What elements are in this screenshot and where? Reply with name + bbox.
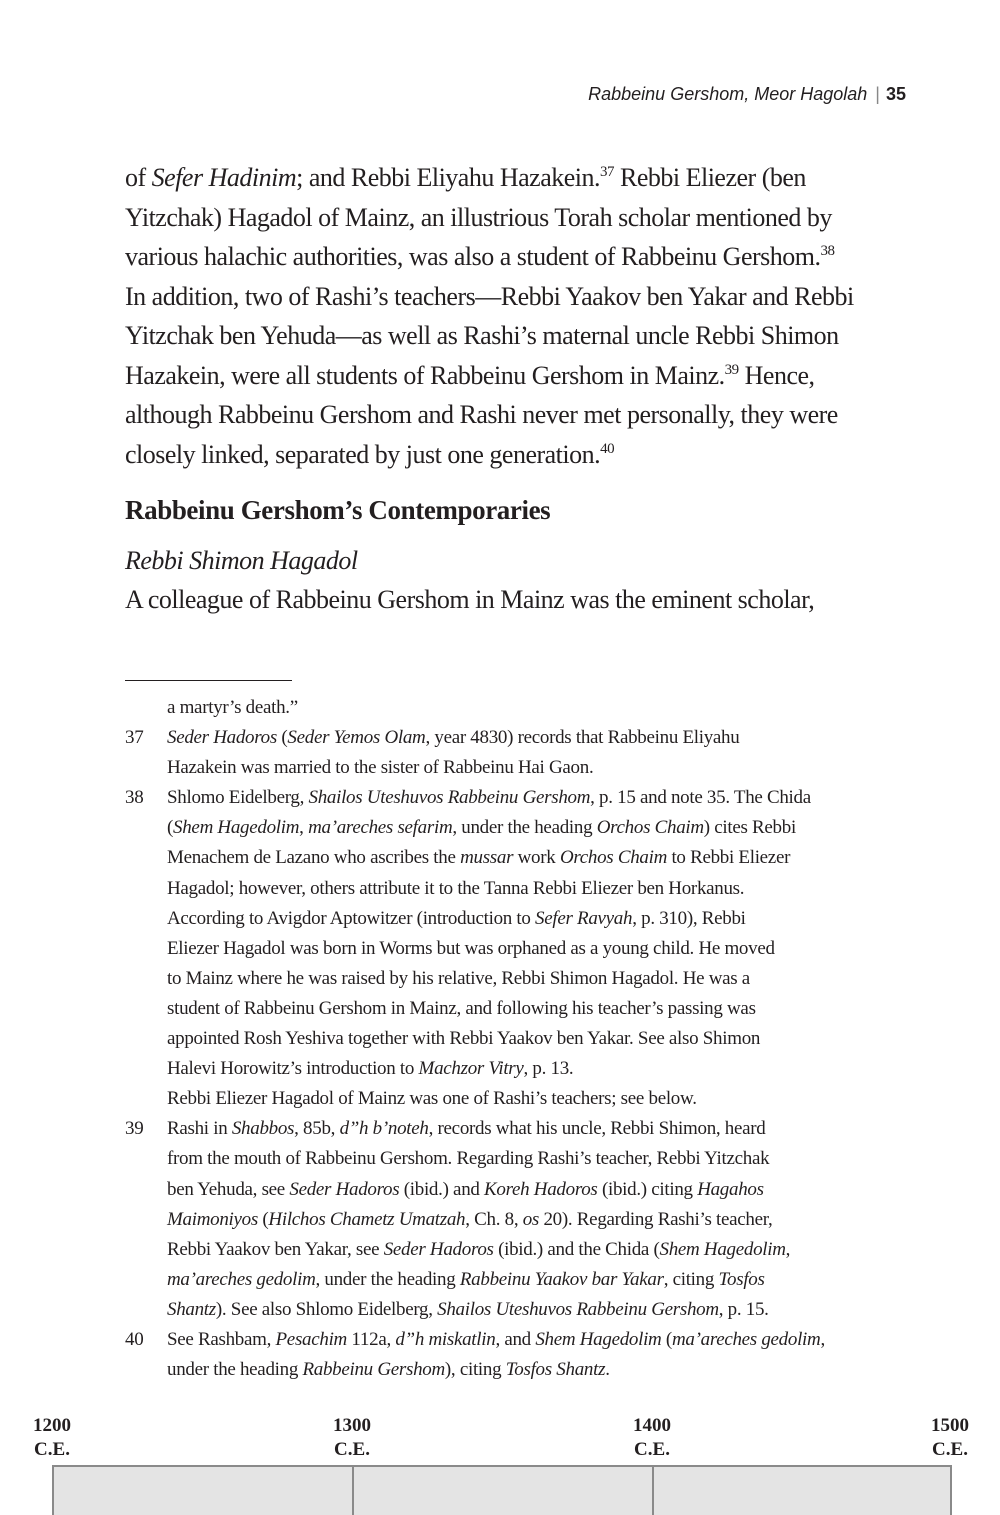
text-run: , citing (663, 1268, 719, 1290)
text-run: closely linked, separated by just one generation. (125, 439, 601, 469)
text-run: 20). Regarding Rashi’s teacher, (539, 1208, 773, 1230)
italic-title: Koreh Hadoros (484, 1178, 598, 1200)
text-run: Shlomo Eidelberg, (167, 787, 309, 809)
tick-era: C.E. (634, 1439, 670, 1460)
body-line: In addition, two of Rashi’s teachers—Rebbi Yaakov ben Yakar and Rebbi (125, 281, 854, 311)
subsection-heading: Rebbi Shimon Hagadol (125, 546, 358, 575)
footnote-38 (125, 783, 885, 1114)
text-run: ). See also Shlomo Eidelberg, (215, 1298, 438, 1320)
italic-title: Orchos Chaim (596, 817, 704, 839)
text-run: , 85b, (294, 1118, 340, 1140)
text-run: Rebbi Eliezer (ben (614, 163, 806, 192)
text-run: . (605, 1359, 610, 1381)
footnote-line (167, 1175, 885, 1205)
text-run: Rebbi Eliezer Hagadol of Mainz was one of Rashi’s teachers; see below. (167, 1088, 697, 1110)
body-line (125, 435, 885, 475)
italic-title: Tosfos (718, 1268, 765, 1290)
footnote-line (167, 1084, 885, 1114)
body-line: although Rabbeinu Gershom and Rashi never met personally, they were (125, 400, 838, 429)
running-head-title: Rabbeinu Gershom, Meor Hagolah (588, 84, 868, 104)
tick-era: C.E. (34, 1439, 70, 1460)
text-run: , p. 15 and note 35. The Chida (590, 787, 811, 809)
italic-title: Sefer Ravyah (535, 907, 633, 929)
footnote-number: 38 (125, 787, 144, 809)
text-run: , p. 13. (523, 1058, 574, 1080)
italic-title: Seder Yemos Olam (287, 727, 426, 749)
text-run: Rebbi Yaakov ben Yakar, see (167, 1238, 384, 1260)
footnote-number: 40 (125, 1328, 144, 1350)
text-run: Menachem de Lazano who ascribes the (167, 847, 461, 869)
italic-title: Seder Hadoros (289, 1178, 400, 1200)
footnote-line (167, 1355, 885, 1385)
text-run: (ibid.) citing (597, 1178, 698, 1200)
italic-title: Tosfos Shantz (505, 1359, 606, 1381)
italic-title: Hagahos (697, 1178, 764, 1200)
timeline-tick-1500 (915, 1414, 985, 1462)
footnote-line (167, 904, 885, 934)
footnote-ref-40[interactable]: 40 (600, 440, 615, 457)
italic-title: Shailos Uteshuvos Rabbeinu Gershom (437, 1298, 719, 1320)
footnote-ref-38[interactable]: 38 (820, 243, 835, 259)
footnote-line (167, 753, 885, 783)
text-run: , records what his uncle, Rebbi Shimon, heard (428, 1118, 766, 1140)
text-run: (ibid.) and the Chida ( (493, 1238, 660, 1260)
text-run: ), citing (444, 1359, 506, 1381)
footnote-number: 39 (125, 1118, 144, 1140)
footnote-line (167, 994, 885, 1024)
italic-title: Sefer Hadinim (151, 163, 297, 192)
text-run: , under the heading (315, 1268, 460, 1290)
footnote-line (167, 1325, 885, 1355)
footnote-ref-37[interactable]: 37 (600, 164, 614, 180)
footnote-line (167, 1265, 885, 1295)
text-run: , and (495, 1328, 536, 1350)
text-run: Rashi in (167, 1118, 232, 1140)
text-run: ( (276, 727, 288, 749)
text-run: student of Rabbeinu Gershom in Mainz, and following his teacher’s passing was (167, 997, 756, 1019)
footnote-37 (125, 723, 885, 783)
italic-title: d”h miskatlin (395, 1328, 496, 1350)
footnote-line (167, 1205, 885, 1235)
text-run: See Rashbam, (167, 1328, 276, 1350)
text-run: , p. 310), Rebbi (632, 907, 746, 929)
section-heading: Rabbeinu Gershom’s Contemporaries (125, 495, 551, 525)
footnote-list (125, 723, 885, 1385)
footnotes-section (125, 693, 885, 1385)
timeline-segment (652, 1465, 952, 1515)
running-head (588, 84, 906, 105)
text-run: to Rebbi Eliezer (667, 847, 791, 869)
timeline-tick-1200 (17, 1414, 87, 1462)
timeline-segment (52, 1465, 354, 1515)
italic-title: Rabbeinu Yaakov bar Yakar (459, 1268, 664, 1290)
italic-title: d”h b’noteh (339, 1118, 429, 1140)
text-run: ) cites Rebbi (703, 817, 796, 839)
body-paragraph-2: A colleague of Rabbeinu Gershom in Mainz was the eminent scholar, (125, 585, 815, 614)
footnote-line (167, 843, 885, 873)
timeline-tick-1300 (317, 1414, 387, 1462)
footnote-continuation (125, 693, 885, 723)
tick-year: 1300 (333, 1415, 371, 1436)
timeline-tick-1400 (617, 1414, 687, 1462)
italic-title: Shem Hagedolim (659, 1238, 786, 1260)
timeline-segment (352, 1465, 654, 1515)
italic-title: Pesachim (275, 1328, 347, 1350)
text-run: to Mainz where he was raised by his relative, Rebbi Shimon Hagadol. He was a (167, 967, 750, 989)
body-line (125, 356, 885, 396)
footnote-line (167, 1024, 885, 1054)
running-head-separator: | (875, 84, 880, 104)
body-line: Yitzchak ben Yehuda—as well as Rashi’s maternal uncle Rebbi Shimon (125, 321, 839, 350)
footnote-line (167, 813, 885, 843)
italic-title: Shem Hagedolim (535, 1328, 662, 1350)
text-run: (ibid.) and (399, 1178, 485, 1200)
text-run: Halevi Horowitz’s introduction to (167, 1058, 419, 1080)
text-run: under the heading (167, 1359, 303, 1381)
italic-title: Shantz (167, 1298, 216, 1320)
text-run: various halachic authorities, was also a student of Rabbeinu Gershom. (125, 242, 821, 271)
body-line: Yitzchak) Hagadol of Mainz, an illustrious Torah scholar mentioned by (125, 202, 832, 232)
text-run: , (785, 1238, 791, 1260)
footnote-ref-39[interactable]: 39 (724, 361, 739, 378)
italic-title: Orchos Chaim (559, 847, 667, 869)
text-run: from the mouth of Rabbeinu Gershom. Regarding Rashi’s teacher, Rebbi Yitzchak (167, 1148, 770, 1170)
text-run: Hence, (738, 360, 815, 390)
timeline (0, 1410, 1000, 1500)
italic-title: ma’areches gedolim (671, 1328, 821, 1350)
text-run: Hazakein was married to the sister of Rabbeinu Hai Gaon. (167, 757, 594, 779)
text-run: According to Avigdor Aptowitzer (introduction to (167, 907, 536, 929)
footnote-line (167, 1054, 885, 1084)
text-run: ( (257, 1208, 269, 1230)
italic-title: ma’areches gedolim (167, 1268, 316, 1290)
text-run: Eliezer Hagadol was born in Worms but was orphaned as a young child. He moved (167, 937, 775, 959)
italic-title: mussar (460, 847, 514, 869)
text-run: 112a, (346, 1328, 396, 1350)
text-run: Hagadol; however, others attribute it to the Tanna Rebbi Eliezer ben Horkanus. (167, 877, 745, 899)
footnote-line (167, 874, 885, 904)
footnote-line (167, 934, 885, 964)
footnote-line (167, 1235, 885, 1265)
footnote-divider (125, 680, 292, 681)
text-run: appointed Rosh Yeshiva together with Rebbi Yaakov ben Yakar. See also Shimon (167, 1028, 761, 1050)
body-line (125, 158, 885, 198)
text-run: , under the heading (452, 817, 597, 839)
text-run: Hazakein, were all students of Rabbeinu Gershom in Mainz. (125, 360, 725, 390)
italic-title: Maimoniyos (167, 1208, 258, 1230)
text-run: , year 4830) records that Rabbeinu Eliyahu (425, 727, 740, 749)
footnote-line: a martyr’s death.” (167, 697, 298, 718)
tick-era: C.E. (334, 1439, 370, 1460)
italic-title: Machzor Vitry (418, 1058, 524, 1080)
footnote-line (167, 723, 885, 753)
italic-title: Hilchos Chametz Umatzah (268, 1208, 466, 1230)
italic-title: Seder Hadoros (167, 727, 277, 749)
tick-era: C.E. (932, 1439, 968, 1460)
body-paragraph-1 (125, 158, 885, 474)
footnote-line (167, 1295, 885, 1325)
footnote-line (167, 1144, 885, 1174)
italic-title: Shem Hagedolim (173, 817, 300, 839)
text-run: ; and Rebbi Eliyahu Hazakein. (296, 163, 600, 192)
italic-title: Seder Hadoros (383, 1238, 494, 1260)
tick-year: 1400 (633, 1415, 671, 1436)
page-number: 35 (885, 84, 906, 104)
tick-year: 1500 (931, 1415, 969, 1436)
text-run: , Ch. 8, (465, 1208, 523, 1230)
text-run: ( (167, 817, 174, 839)
footnote-40 (125, 1325, 885, 1385)
footnote-line (167, 783, 885, 813)
text-run: of (125, 163, 152, 192)
italic-title: Shailos Uteshuvos Rabbeinu Gershom (308, 787, 591, 809)
italic-title: Rabbeinu Gershom (302, 1359, 445, 1381)
tick-year: 1200 (33, 1415, 71, 1436)
italic-title: Shabbos (231, 1118, 295, 1140)
body-line (125, 237, 885, 277)
footnote-line (167, 964, 885, 994)
text-run: , (299, 817, 309, 839)
text-run: ( (661, 1328, 672, 1350)
text-run: , (820, 1328, 825, 1350)
text-run: ben Yehuda, see (167, 1178, 290, 1200)
footnote-line (167, 1114, 885, 1144)
text-run: work (513, 847, 560, 869)
italic-title: ma’areches sefarim (308, 817, 453, 839)
footnote-number: 37 (125, 727, 144, 749)
text-run: , p. 15. (718, 1298, 769, 1320)
footnote-39 (125, 1114, 885, 1325)
italic-title: os (522, 1208, 540, 1230)
